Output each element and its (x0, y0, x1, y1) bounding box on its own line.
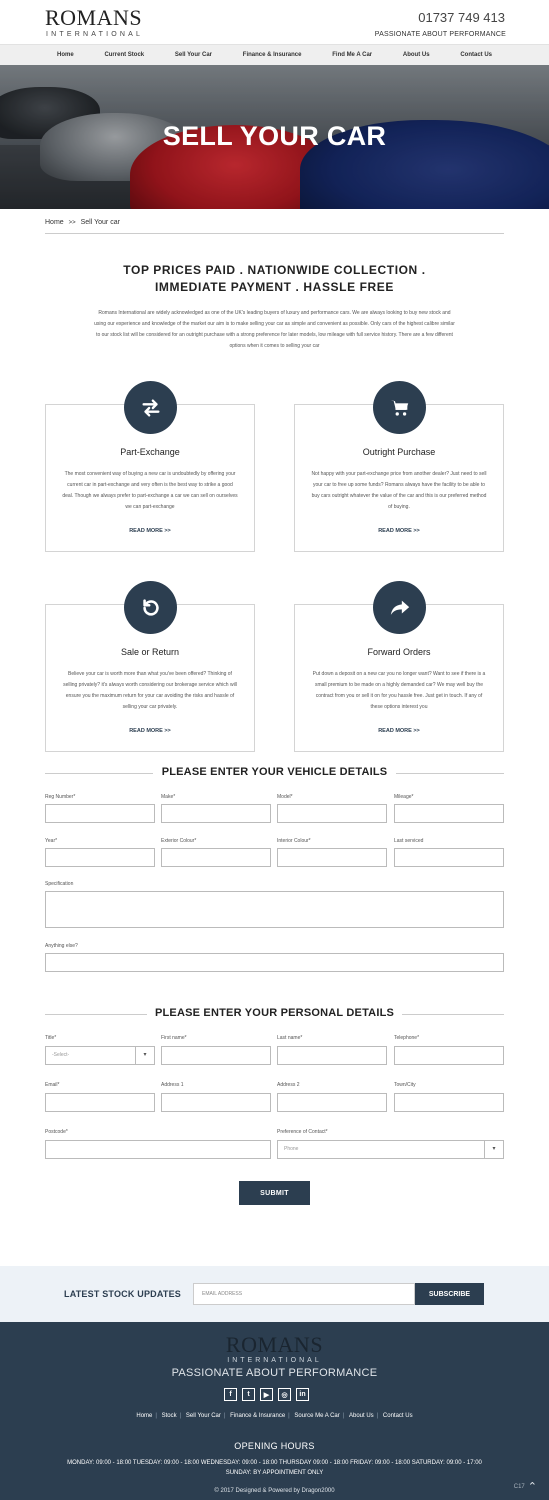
card-icon-circle (373, 581, 426, 634)
footer-logo[interactable]: ROMANS (225, 1332, 324, 1357)
last-name-input[interactable] (277, 1046, 387, 1065)
card-icon-circle (124, 381, 177, 434)
title-select[interactable] (45, 1046, 155, 1065)
footer-logo-subtitle: INTERNATIONAL (227, 1357, 322, 1364)
chevron-down-icon[interactable]: ▾ (484, 1141, 503, 1158)
footer-link-contact-us[interactable]: Contact Us (382, 1413, 413, 1419)
site-footer (0, 1322, 549, 1500)
read-more-link[interactable]: READ MORE >> (378, 528, 420, 534)
phone-number[interactable]: 01737 749 413 (418, 10, 505, 25)
card-text: Believe your car is worth more than what you've been offered? Thinking of selling privately? it's always worth considering our brokerage service which will ensure you the maximum return for your car avoiding the risks and hassle of selling your car privately. (63, 671, 237, 710)
vehicle-section-title: PLEASE ENTER YOUR VEHICLE DETAILS (161, 766, 388, 778)
card-icon-circle (124, 581, 177, 634)
reg-number-input[interactable] (45, 804, 155, 823)
breadcrumb-current: Sell Your car (80, 219, 120, 226)
read-more-link[interactable]: READ MORE >> (378, 728, 420, 734)
opening-hours (30, 1458, 519, 1478)
badge-text: C17 (513, 1484, 525, 1490)
title-label: Title* (45, 1035, 57, 1041)
town-label: Town/City (394, 1082, 416, 1088)
back-to-top[interactable] (514, 1483, 537, 1491)
service-cards (0, 377, 549, 777)
opening-hours-title: OPENING HOURS (234, 1441, 315, 1451)
address1-label: Address 1 (161, 1082, 184, 1088)
exterior-colour-label: Exterior Colour* (161, 838, 197, 844)
exchange-icon (140, 397, 162, 419)
linkedin-icon[interactable]: in (296, 1388, 309, 1401)
newsletter-title: LATEST STOCK UPDATES (64, 1289, 182, 1299)
personal-section-heading (45, 1007, 504, 1021)
footer-tagline: PASSIONATE ABOUT PERFORMANCE (171, 1367, 378, 1379)
intro-title-line2: IMMEDIATE PAYMENT . HASSLE FREE (154, 280, 395, 294)
read-more-link[interactable]: READ MORE >> (129, 528, 171, 534)
postcode-input[interactable] (45, 1140, 271, 1159)
chevron-down-icon[interactable]: ▾ (135, 1047, 154, 1064)
nav-current-stock[interactable]: Current Stock (104, 52, 145, 58)
footer-link-about-us[interactable]: About Us (349, 1413, 374, 1419)
specification-textarea[interactable] (45, 891, 504, 928)
submit-button[interactable]: SUBMIT (239, 1181, 310, 1205)
nav-finance-insurance[interactable]: Finance & Insurance (242, 52, 302, 58)
card-title: Sale or Return (120, 647, 180, 657)
header-tagline: PASSIONATE ABOUT PERFORMANCE (374, 31, 506, 38)
anything-else-input[interactable] (45, 953, 504, 972)
contact-preference-select[interactable] (277, 1140, 504, 1159)
year-label: Year* (45, 838, 58, 844)
card-title: Forward Orders (367, 647, 431, 657)
first-name-label: First name* (161, 1035, 187, 1041)
card-title: Part-Exchange (120, 447, 180, 457)
nav-about-us[interactable]: About Us (402, 52, 430, 58)
intro-title (0, 262, 549, 296)
card-icon-circle (373, 381, 426, 434)
opening-hours-sunday: SUNDAY: BY APPOINTMENT ONLY (225, 1470, 324, 1476)
youtube-icon[interactable]: ▶ (260, 1388, 273, 1401)
telephone-input[interactable] (394, 1046, 504, 1065)
postcode-label: Postcode* (45, 1129, 68, 1135)
interior-colour-input[interactable] (277, 848, 387, 867)
breadcrumb (45, 219, 504, 234)
main-nav (0, 44, 549, 65)
hero-title: SELL YOUR CAR (162, 121, 387, 151)
nav-find-me-a-car[interactable]: Find Me A Car (332, 52, 373, 58)
logo-subtitle: INTERNATIONAL (46, 31, 144, 38)
hero-banner (0, 65, 549, 209)
vehicle-form (45, 780, 504, 990)
first-name-input[interactable] (161, 1046, 271, 1065)
intro-text: Romans International are widely acknowledged as one of the UK's leading buyers of luxury and performance cars. We are always looking to buy new stock and using our experience and knowledge of the market our aim is to make selling your car as simple and convenient as possible. Only cars of the highest calibre similar to our stock list will be considered for an outright purchase with a strong preference for later models, low mileage with full service history. There are a few different options when it comes to selling your car (94, 310, 455, 349)
cart-icon (389, 397, 411, 419)
last-serviced-label: Last serviced (394, 838, 424, 844)
opening-hours-weekdays: MONDAY: 09:00 - 18:00 TUESDAY: 09:00 - 18:00 WEDNESDAY: 09:00 - 18:00 THURSDAY 09:00 - 18:00 FRIDAY: 09:00 - 18:00 SATURDAY: 09:00 - 17:00 (67, 1460, 482, 1466)
nav-home[interactable]: Home (57, 52, 74, 58)
make-input[interactable] (161, 804, 271, 823)
address2-label: Address 2 (277, 1082, 300, 1088)
interior-colour-label: Interior Colour* (277, 838, 311, 844)
last-serviced-input[interactable] (394, 848, 504, 867)
title-select-value: -Select- (52, 1052, 70, 1058)
vehicle-section-heading (45, 766, 504, 780)
year-input[interactable] (45, 848, 155, 867)
logo[interactable]: ROMANS (45, 5, 143, 30)
contact-preference-label: Preference of Contact* (277, 1129, 328, 1135)
newsletter-email-input[interactable]: EMAIL ADDRESS (193, 1283, 415, 1305)
breadcrumb-separator: >> (68, 220, 76, 226)
intro-title-line1: TOP PRICES PAID . NATIONWIDE COLLECTION . (123, 263, 426, 277)
email-label: Email* (45, 1082, 60, 1088)
footer-links: Home | Stock | Sell Your Car | Finance & Insurance | Source Me A Car | About Us | Contact Us (0, 1413, 549, 1419)
personal-form (45, 1021, 504, 1231)
last-name-label: Last name* (277, 1035, 303, 1041)
footer-link-stock[interactable]: Stock (161, 1413, 177, 1419)
mileage-label: Mileage* (394, 794, 414, 800)
address1-input[interactable] (161, 1093, 271, 1112)
footer-link-source-me-a-car[interactable]: Source Me A Car (294, 1413, 340, 1419)
make-label: Make* (161, 794, 176, 800)
instagram-icon[interactable]: ◎ (278, 1388, 291, 1401)
telephone-label: Telephone* (394, 1035, 420, 1041)
model-label: Model* (277, 794, 293, 800)
breadcrumb-home[interactable]: Home (45, 219, 64, 226)
card-forward-orders (294, 604, 504, 752)
card-sale-or-return (45, 604, 255, 752)
anything-else-label: Anything else? (45, 943, 78, 949)
address2-input[interactable] (277, 1093, 387, 1112)
card-title: Outright Purchase (362, 447, 436, 457)
specification-label: Specification (45, 881, 74, 887)
facebook-icon[interactable]: f (224, 1388, 237, 1401)
card-part-exchange (45, 404, 255, 552)
card-text: The most convenient way of buying a new car is undoubtedly by offering your current car in part-exchange and very often is the best way to strike a good deal. Though we always prefer to part-exchange a car we can sell on ourselves we can part-exchange (62, 471, 238, 510)
reg-number-label: Reg Number* (45, 794, 76, 800)
mileage-input[interactable] (394, 804, 504, 823)
subscribe-button[interactable]: SUBSCRIBE (415, 1283, 484, 1305)
copyright: © 2017 Designed & Powered by Dragon2000 (214, 1488, 335, 1494)
card-text: Not happy with your part-exchange price from another dealer? Just need to sell your car to free up some funds? Romans always have the facility to be able to buy cars outright whatever the value of the car and this is our preferred method of buying. (311, 471, 487, 510)
forward-icon (389, 597, 411, 619)
card-text: Put down a deposit on a new car you no longer want? Want to see if there is a small premium to be made on a highly demanded car? We may well buy the contract from you or sell it on for you hassle free. Just get in touch. If any of these options interest you (312, 671, 486, 710)
nav-sell-your-car[interactable]: Sell Your Car (174, 52, 213, 58)
social-links (224, 1388, 309, 1401)
footer-link-finance-insurance[interactable]: Finance & Insurance (230, 1413, 286, 1419)
model-input[interactable] (277, 804, 387, 823)
exterior-colour-input[interactable] (161, 848, 271, 867)
newsletter-bar (0, 1266, 549, 1322)
personal-section-title: PLEASE ENTER YOUR PERSONAL DETAILS (154, 1007, 395, 1019)
site-header (0, 0, 549, 44)
town-input[interactable] (394, 1093, 504, 1112)
undo-icon (140, 597, 162, 619)
nav-contact-us[interactable]: Contact Us (460, 52, 492, 58)
email-input[interactable] (45, 1093, 155, 1112)
footer-link-sell-your-car[interactable]: Sell Your Car (185, 1413, 221, 1419)
chevron-up-icon[interactable]: ⌃ (527, 1481, 537, 1493)
card-outright-purchase (294, 404, 504, 552)
twitter-icon[interactable]: t (242, 1388, 255, 1401)
contact-preference-value: Phone (284, 1146, 299, 1152)
read-more-link[interactable]: READ MORE >> (129, 728, 171, 734)
footer-link-home[interactable]: Home (136, 1413, 153, 1419)
